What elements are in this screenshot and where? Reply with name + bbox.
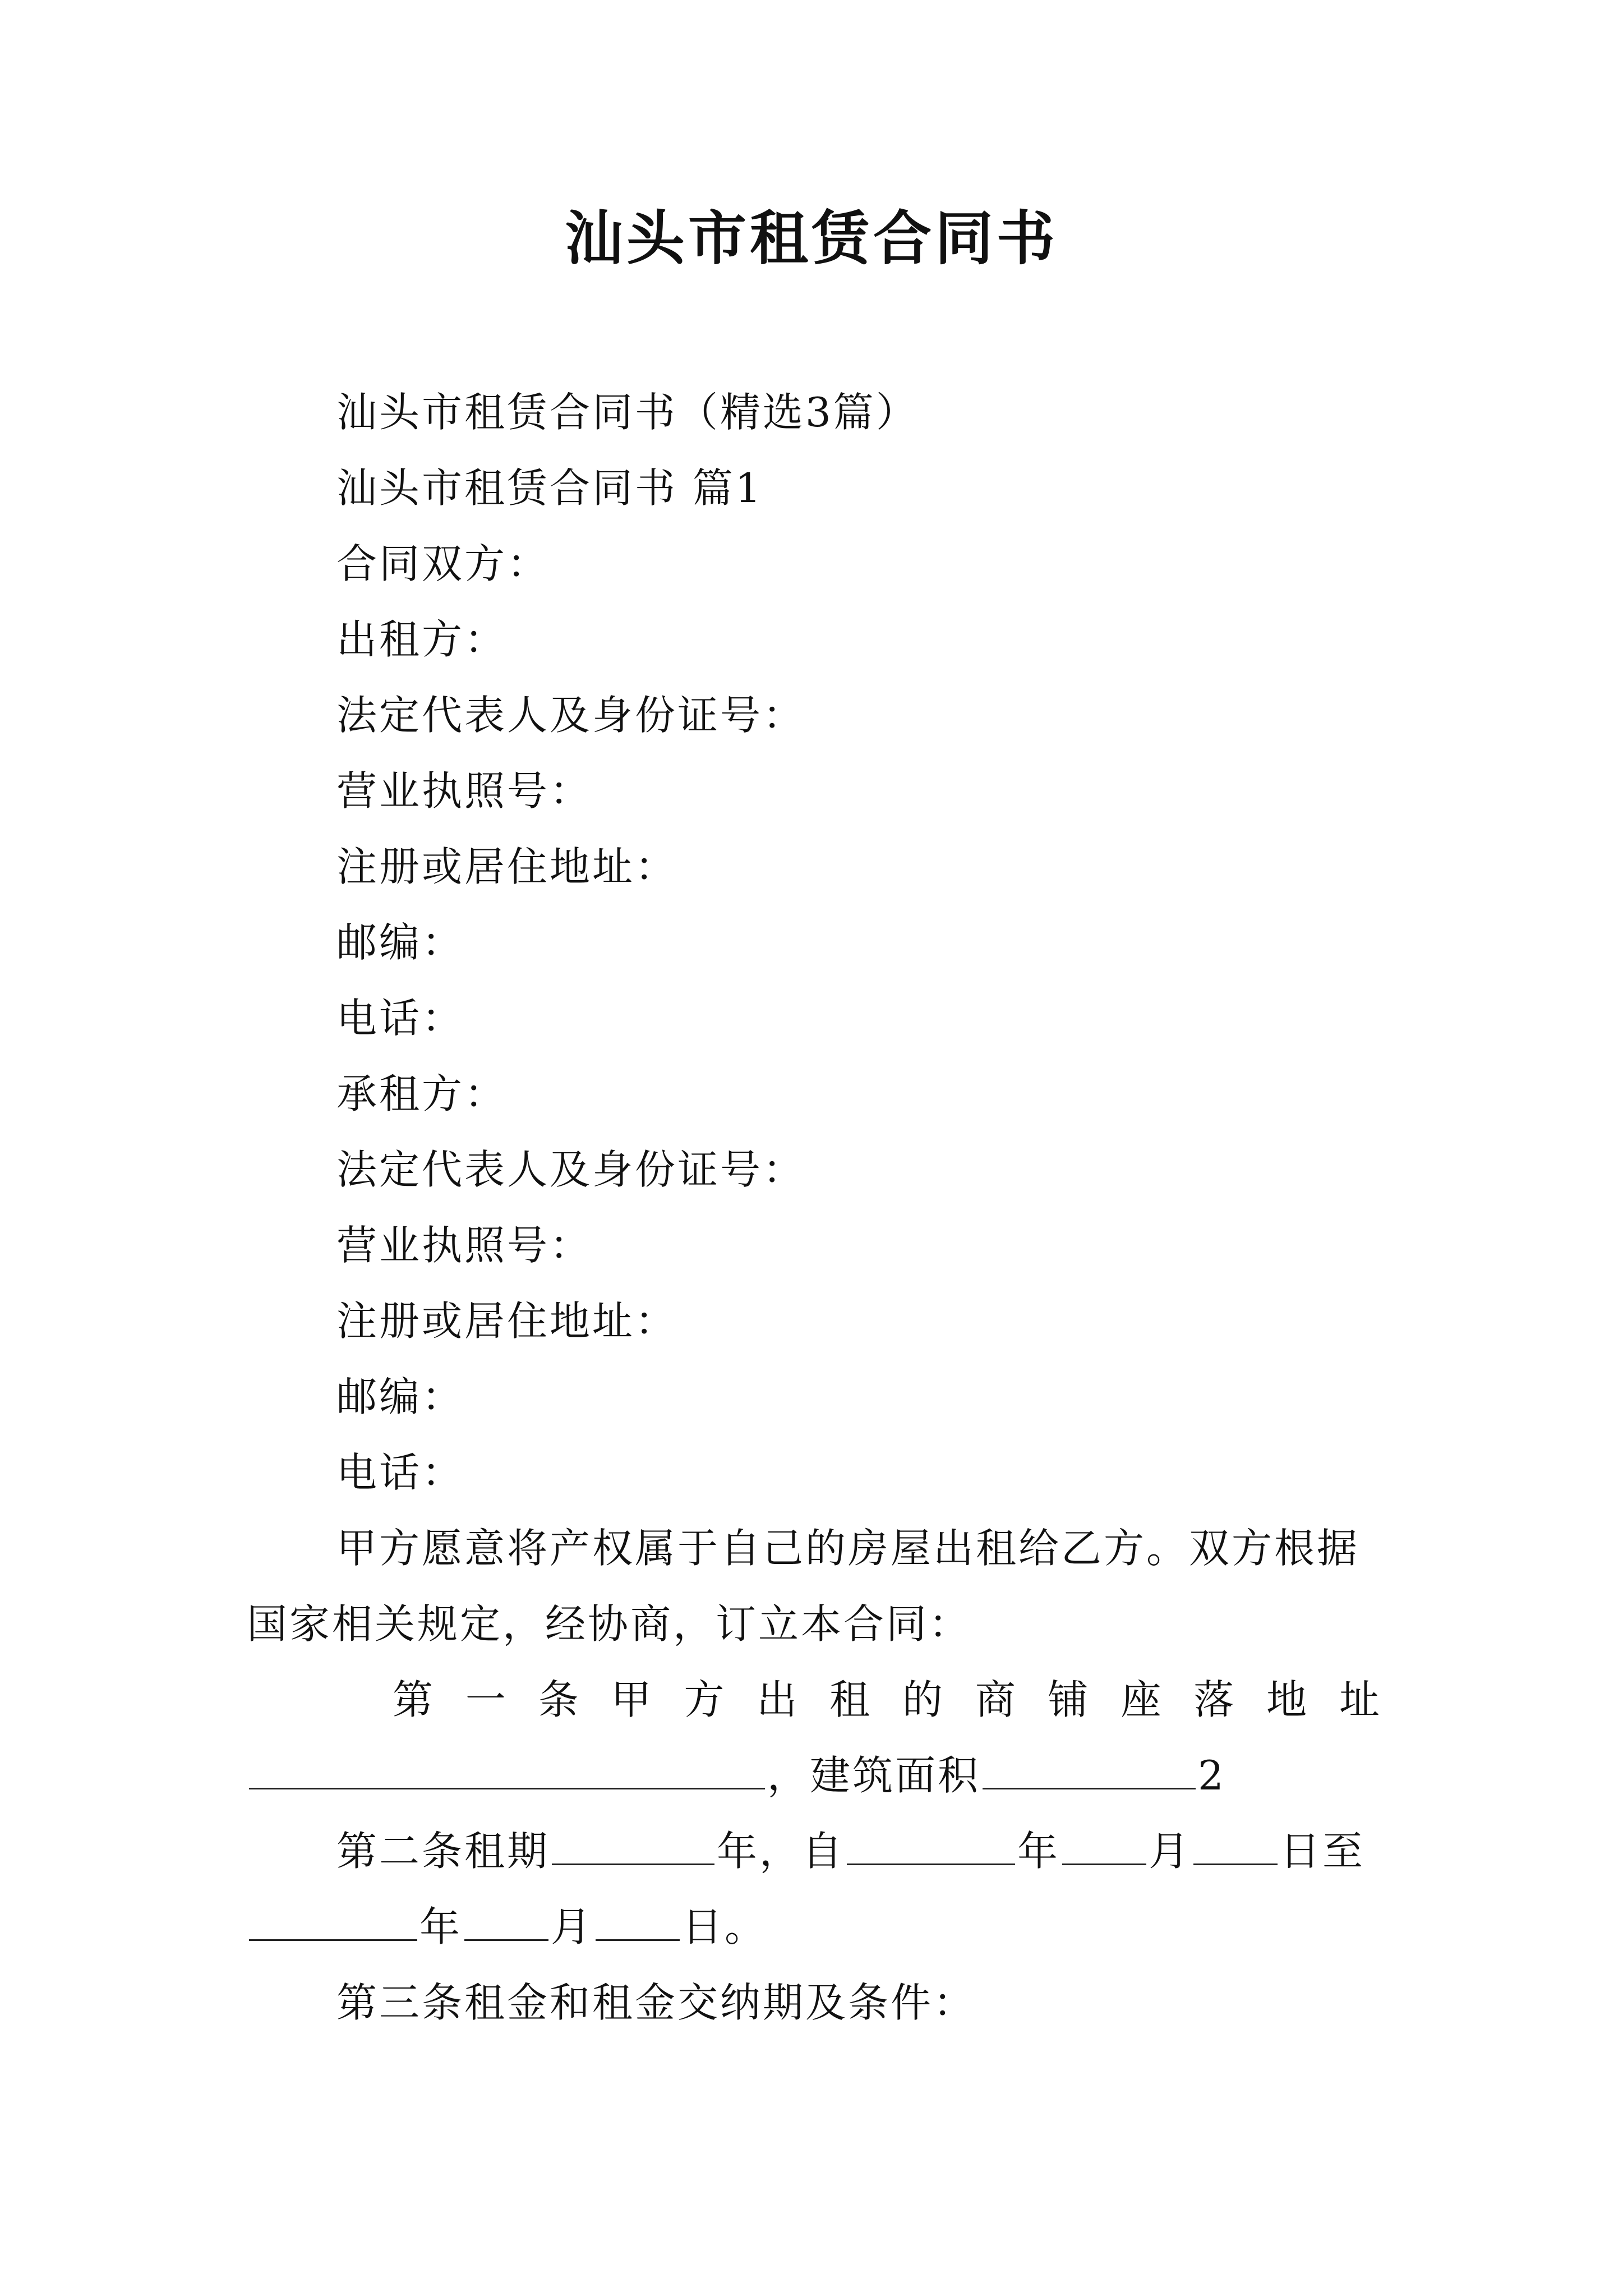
lessor-label: 出租方： (336, 616, 508, 663)
end-month-blank (464, 1928, 548, 1941)
address-blank (249, 1777, 765, 1789)
article1-line2 (247, 1745, 1380, 1806)
unit-day-end: 日。 (682, 1903, 768, 1950)
lessee-phone-label: 电话： (336, 1449, 465, 1496)
lessor-rep-label: 法定代表人及身份证号： (336, 692, 806, 739)
intro-paragraph-line1: 甲方愿意将产权属于自己的房屋出租给乙方。双方根据 (336, 1525, 1360, 1572)
lessee-license-label: 营业执照号： (336, 1222, 593, 1269)
article2-line1 (336, 1820, 1365, 1882)
article3-heading: 第三条租金和租金交纳期及条件： (336, 1979, 976, 2026)
unit-year: 年 (1017, 1828, 1061, 1875)
start-month-blank (1062, 1852, 1146, 1865)
lessee-label: 承租方： (336, 1070, 508, 1117)
term-years-blank (552, 1852, 714, 1865)
article2-label: 第二条租期 (336, 1828, 550, 1875)
unit-year: 年 (419, 1903, 463, 1950)
lessee-rep-label: 法定代表人及身份证号： (336, 1146, 806, 1193)
section-heading: 汕头市租赁合同书 篇1 (336, 464, 763, 512)
start-day-blank (1193, 1852, 1278, 1865)
article2-line2 (247, 1896, 1380, 1958)
unit-month: 月 (551, 1903, 594, 1950)
end-day-blank (596, 1928, 680, 1941)
area-label: ，建筑面积 (767, 1752, 981, 1799)
parties-heading: 合同双方： (336, 540, 550, 587)
unit-from: ，自 (759, 1828, 845, 1875)
start-year-blank (847, 1852, 1015, 1865)
lessor-postcode-label: 邮编： (336, 919, 465, 966)
end-year-blank (249, 1928, 417, 1941)
lessee-postcode-label: 邮编： (336, 1373, 465, 1420)
unit-month: 月 (1149, 1828, 1192, 1875)
lessor-phone-label: 电话： (336, 995, 465, 1042)
intro-paragraph-line2: 国家相关规定，经协商，订立本合同： (247, 1600, 972, 1648)
unit-year: 年 (717, 1828, 760, 1875)
lessor-license-label: 营业执照号： (336, 767, 593, 815)
document-subtitle: 汕头市租赁合同书（精选3篇） (336, 389, 919, 436)
document-title: 汕头市租赁合同书 (564, 204, 1058, 273)
unit-to: 日至 (1280, 1828, 1366, 1875)
area-blank (983, 1777, 1196, 1789)
article1-line1: 第一条甲方出租的商铺座落地址 (393, 1676, 1380, 1723)
lessee-address-label: 注册或居住地址： (336, 1297, 678, 1345)
area-unit: 2 (1198, 1752, 1226, 1799)
lessor-address-label: 注册或居住地址： (336, 843, 678, 890)
